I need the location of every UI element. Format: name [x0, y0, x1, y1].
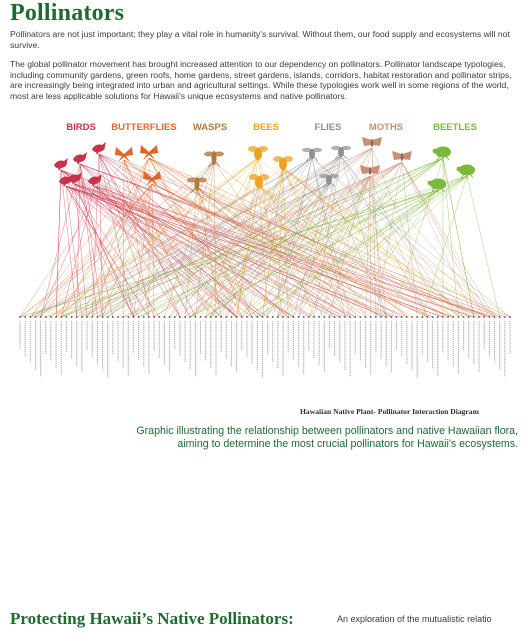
moth-icon: [360, 165, 380, 175]
plant-node: [127, 316, 129, 318]
plant-node: [458, 316, 460, 318]
interaction-line: [211, 156, 341, 317]
plant-node: [91, 316, 93, 318]
category-flies: FLIES: [314, 122, 342, 133]
category-beetles: BEETLES: [433, 122, 477, 133]
plant-node: [184, 316, 186, 318]
category-butterflies: BUTTERFLIES: [111, 122, 177, 133]
plant-node: [282, 316, 284, 318]
bird-icon: [54, 158, 68, 171]
plant-node: [427, 316, 429, 318]
butterfly-icon: [115, 147, 133, 162]
wasp-icon: [204, 151, 224, 167]
pollinator-interaction-diagram: [0, 112, 528, 412]
plant-node: [396, 316, 398, 318]
diagram-caption-title: Hawaiian Native Plant- Pollinator Interaction Diagram: [300, 407, 479, 416]
plant-node: [179, 316, 181, 318]
plant-node: [509, 316, 511, 318]
next-section-title: Protecting Hawaii’s Native Pollinators:: [10, 609, 294, 628]
plant-node: [60, 316, 62, 318]
butterfly-icon: [143, 171, 161, 186]
interaction-line: [30, 184, 152, 317]
plant-node: [442, 316, 444, 318]
plant-node: [86, 316, 88, 318]
plant-node: [287, 316, 289, 318]
plant-node: [107, 316, 109, 318]
plant-node: [262, 316, 264, 318]
category-headers: [66, 122, 477, 133]
plant-node: [174, 316, 176, 318]
plant-node: [390, 316, 392, 318]
plant-node: [494, 316, 496, 318]
plant-node: [385, 316, 387, 318]
plant-node: [473, 316, 475, 318]
plant-node: [421, 316, 423, 318]
plant-node: [504, 316, 506, 318]
plant-node: [313, 316, 315, 318]
plant-node: [354, 316, 356, 318]
plant-node: [112, 316, 114, 318]
interaction-line: [376, 162, 402, 317]
plant-node: [169, 316, 171, 318]
plant-node: [102, 316, 104, 318]
moth-icon: [362, 137, 382, 147]
plant-node: [40, 316, 42, 318]
bird-icon: [92, 142, 106, 155]
plant-node: [76, 316, 78, 318]
plant-node: [277, 316, 279, 318]
interaction-line: [262, 148, 372, 317]
plant-node: [189, 316, 191, 318]
interaction-line: [95, 186, 242, 317]
plant-node: [370, 316, 372, 318]
plant-node: [55, 316, 57, 318]
plant-node: [19, 316, 21, 318]
plant-node: [329, 316, 331, 318]
plant-node: [138, 316, 140, 318]
plant-node: [365, 316, 367, 318]
plant-node: [401, 316, 403, 318]
plant-node: [488, 316, 490, 318]
plant-node: [29, 316, 31, 318]
next-section-subtitle: An exploration of the mutualistic relatio: [337, 614, 492, 624]
plant-node: [143, 316, 145, 318]
plant-node: [66, 316, 68, 318]
interaction-line: [259, 186, 427, 317]
plant-node: [24, 316, 26, 318]
plant-node: [360, 316, 362, 318]
plant-node: [153, 316, 155, 318]
plant-node: [447, 316, 449, 318]
interaction-line: [35, 184, 152, 317]
plant-node: [215, 316, 217, 318]
plant-node: [468, 316, 470, 318]
plant-node: [432, 316, 434, 318]
plant-node: [349, 316, 351, 318]
plant-node: [483, 316, 485, 318]
category-bees: BEES: [253, 122, 279, 133]
plant-node: [210, 316, 212, 318]
interaction-line: [259, 186, 268, 317]
plant-node: [380, 316, 382, 318]
category-birds: BIRDS: [66, 122, 96, 133]
plant-node: [292, 316, 294, 318]
typologies-paragraph: The global pollinator movement has brought increased attention to our dependency on pollinators. Pollinator landscape typologies, including community gardens, green roofs, home gardens, street gardens, islands, corridors, habitat restoration and pollinator strips, are increasingly being integrated into urban and agricultural settings. While these typologies work well in some regions of the world, most are less applicable solutions for Hawaii's unique ecosystems and native pollinators.: [10, 59, 512, 101]
plant-node: [267, 316, 269, 318]
interaction-line: [108, 156, 341, 317]
moth-icon: [392, 151, 412, 161]
plant-node: [246, 316, 248, 318]
bird-icon: [73, 152, 87, 165]
plant-node: [220, 316, 222, 318]
butterfly-icon: [140, 145, 158, 160]
plant-node: [241, 316, 243, 318]
plant-node: [298, 316, 300, 318]
intro-paragraph: Pollinators are not just important; they play a vital role in humanity's survival. Without them, our food supply and ecosystems will not survive.: [10, 29, 510, 50]
interaction-line: [341, 156, 469, 317]
page-title: Pollinators: [10, 0, 125, 26]
plant-node: [45, 316, 47, 318]
next-section-header: [0, 600, 528, 634]
plant-node: [323, 316, 325, 318]
interaction-lines: [20, 148, 510, 317]
plant-node: [251, 316, 253, 318]
plant-node: [194, 316, 196, 318]
interaction-line: [259, 186, 407, 317]
plant-node: [133, 316, 135, 318]
plant-node: [81, 316, 83, 318]
bee-icon: [248, 146, 268, 160]
plant-node: [50, 316, 52, 318]
plant-node: [499, 316, 501, 318]
plant-node: [452, 316, 454, 318]
plant-axis: [19, 316, 511, 378]
plant-node: [318, 316, 320, 318]
plant-node: [478, 316, 480, 318]
plant-node: [334, 316, 336, 318]
plant-node: [117, 316, 119, 318]
plant-node: [344, 316, 346, 318]
bee-icon: [273, 156, 293, 170]
plant-node: [158, 316, 160, 318]
interaction-line: [221, 162, 402, 317]
plant-node: [272, 316, 274, 318]
plant-node: [308, 316, 310, 318]
plant-node: [225, 316, 227, 318]
graphic-caption: [100, 425, 518, 451]
plant-node: [339, 316, 341, 318]
plant-node: [200, 316, 202, 318]
plant-node: [375, 316, 377, 318]
plant-node: [406, 316, 408, 318]
plant-node: [463, 316, 465, 318]
plant-node: [164, 316, 166, 318]
plant-node: [256, 316, 258, 318]
plant-node: [236, 316, 238, 318]
plant-node: [411, 316, 413, 318]
interaction-line: [152, 184, 154, 317]
plant-node: [148, 316, 150, 318]
category-moths: MOTHS: [368, 122, 404, 133]
plant-node: [303, 316, 305, 318]
category-wasps: WASPS: [192, 122, 228, 133]
interaction-line: [123, 160, 124, 317]
interaction-line: [56, 170, 61, 317]
plant-node: [71, 316, 73, 318]
plant-node: [231, 316, 233, 318]
plant-node: [122, 316, 124, 318]
plant-node: [205, 316, 207, 318]
plant-node: [96, 316, 98, 318]
graphic-caption-line-1: Graphic illustrating the relationship between pollinators and native Hawaiian flora,: [136, 425, 518, 437]
plant-node: [35, 316, 37, 318]
graphic-caption-line-2: aiming to determine the most crucial pollinators for Hawaii's ecosystems.: [177, 438, 518, 450]
plant-node: [416, 316, 418, 318]
plant-node: [437, 316, 439, 318]
